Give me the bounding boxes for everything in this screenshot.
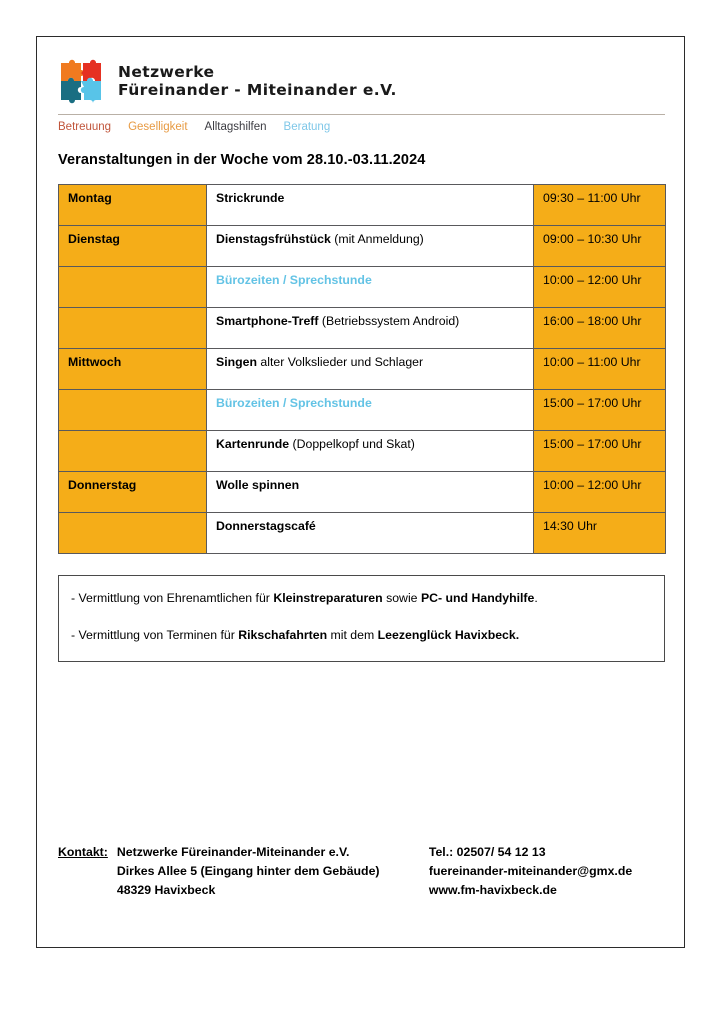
schedule-time-cell: 09:30 – 11:00 Uhr — [534, 185, 666, 226]
schedule-day-cell — [59, 431, 207, 472]
schedule-day-cell — [59, 267, 207, 308]
contact-communication-line[interactable]: www.fm-havixbeck.de — [428, 883, 557, 898]
note-line — [71, 627, 652, 645]
schedule-event-cell — [207, 431, 534, 472]
event-title: Singen — [216, 355, 257, 369]
contact-address-line: Dirkes Allee 5 (Eingang hinter dem Gebäude) — [116, 864, 380, 879]
event-title: Smartphone-Treff — [216, 314, 319, 328]
nav-item-beratung[interactable]: Beratung — [283, 121, 331, 133]
services-note-box — [58, 575, 665, 662]
schedule-time-cell: 09:00 – 10:30 Uhr — [534, 226, 666, 267]
event-title: Dienstagsfrühstück — [216, 232, 331, 246]
weekly-schedule-table — [58, 184, 666, 554]
schedule-event-cell — [207, 472, 534, 513]
organization-name — [118, 63, 397, 100]
table-row — [59, 185, 666, 226]
note-highlight: PC- und Handyhilfe — [420, 591, 535, 605]
note-text: sowie — [382, 591, 421, 605]
contact-address-line: Netzwerke Füreinander-Miteinander e.V. — [116, 845, 350, 859]
event-detail: (Doppelkopf und Skat) — [289, 437, 415, 451]
nav-item-alltagshilfen[interactable]: Alltagshilfen — [204, 121, 267, 133]
schedule-event-cell — [207, 226, 534, 267]
schedule-day-cell — [59, 513, 207, 554]
schedule-day-cell: Montag — [59, 185, 207, 226]
schedule-time-cell: 10:00 – 12:00 Uhr — [534, 472, 666, 513]
note-highlight: Leezenglück Havixbeck. — [377, 627, 520, 642]
schedule-event-cell — [207, 349, 534, 390]
schedule-event-cell — [207, 390, 534, 431]
event-title: Donnerstagscafé — [216, 519, 316, 533]
event-title: Wolle spinnen — [216, 478, 300, 492]
schedule-time-cell: 16:00 – 18:00 Uhr — [534, 308, 666, 349]
schedule-day-cell — [59, 390, 207, 431]
schedule-time-cell: 15:00 – 17:00 Uhr — [534, 431, 666, 472]
table-row — [59, 267, 666, 308]
contact-communication-line[interactable]: fuereinander-miteinander@gmx.de — [428, 864, 633, 879]
note-highlight: Kleinstreparaturen — [273, 591, 383, 605]
note-line — [71, 590, 652, 608]
note-text: mit dem — [327, 627, 378, 642]
contact-address-line: 48329 Havixbeck — [116, 883, 216, 898]
contact-label: Kontakt: — [58, 845, 108, 859]
contact-footer — [58, 843, 665, 900]
schedule-body — [59, 185, 666, 554]
service-nav — [58, 121, 665, 133]
nav-item-geselligkeit[interactable]: Geselligkeit — [128, 121, 188, 133]
event-office-hours: Bürozeiten / Sprechstunde — [216, 396, 372, 410]
note-text: - Vermittlung von Terminen für — [71, 627, 239, 642]
header-divider — [58, 114, 665, 115]
schedule-event-cell — [207, 185, 534, 226]
schedule-day-cell: Donnerstag — [59, 472, 207, 513]
event-detail: (Betriebssystem Android) — [318, 314, 460, 328]
document-page — [36, 36, 685, 948]
schedule-event-cell — [207, 308, 534, 349]
note-highlight: Rikschafahrten — [238, 627, 328, 642]
schedule-time-cell: 10:00 – 11:00 Uhr — [534, 349, 666, 390]
contact-communication-line: Tel.: 02507/ 54 12 13 — [428, 845, 546, 859]
event-title: Kartenrunde — [216, 437, 290, 451]
table-row — [59, 513, 666, 554]
table-row — [59, 390, 666, 431]
org-name-line1: Netzwerke — [118, 62, 215, 81]
contact-address — [117, 843, 429, 900]
schedule-time-cell: 10:00 – 12:00 Uhr — [534, 267, 666, 308]
table-row — [59, 431, 666, 472]
schedule-day-cell: Dienstag — [59, 226, 207, 267]
schedule-event-cell — [207, 267, 534, 308]
document-header — [58, 55, 665, 107]
table-row — [59, 308, 666, 349]
event-office-hours: Bürozeiten / Sprechstunde — [216, 273, 372, 287]
contact-communication — [429, 843, 665, 900]
puzzle-logo-icon — [58, 58, 104, 104]
table-row — [59, 472, 666, 513]
event-detail: (mit Anmeldung) — [330, 232, 424, 246]
event-detail: alter Volkslieder und Schlager — [257, 355, 424, 369]
nav-item-betreuung[interactable]: Betreuung — [58, 121, 112, 133]
page-title: Veranstaltungen in der Woche vom 28.10.-03.11.2024 — [58, 152, 426, 168]
schedule-day-cell — [59, 308, 207, 349]
org-name-line2: Füreinander - Miteinander e.V. — [118, 81, 397, 99]
event-title: Strickrunde — [216, 191, 285, 205]
schedule-time-cell: 15:00 – 17:00 Uhr — [534, 390, 666, 431]
table-row — [59, 349, 666, 390]
note-text: - Vermittlung von Ehrenamtlichen für — [71, 591, 274, 605]
schedule-time-cell: 14:30 Uhr — [534, 513, 666, 554]
schedule-event-cell — [207, 513, 534, 554]
table-row — [59, 226, 666, 267]
schedule-day-cell: Mittwoch — [59, 349, 207, 390]
note-text: . — [534, 591, 538, 605]
page-content — [58, 55, 665, 662]
